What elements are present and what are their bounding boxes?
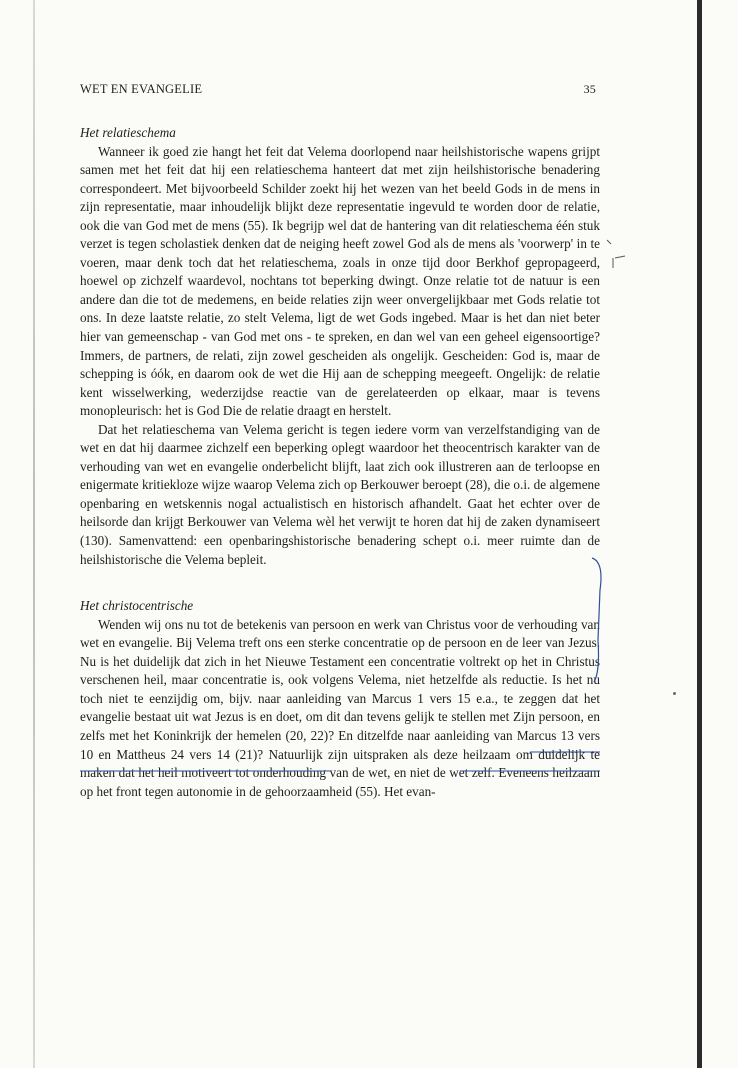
page-gutter-shadow [33, 0, 35, 1068]
section-relatieschema [80, 124, 600, 569]
margin-dot [673, 692, 676, 695]
running-header [80, 82, 600, 97]
page-number: 35 [583, 82, 596, 96]
scan-edge-border [697, 0, 702, 1068]
pen-underline [80, 738, 600, 778]
pen-margin-bracket [590, 550, 620, 690]
section-spacer [80, 569, 600, 597]
section-title: Het christocentrische [80, 598, 194, 614]
paragraph: Wanneer ik goed zie hangt het feit dat Velema doorlopend naar heilshistorische wapens grijpt samen met het feit dat hij een relatieschema hanteert dat met zijn heilshistorische benadering correspondeert. Met bijvoorbeeld Schilder zoekt hij het wezen van het beeld Gods in de mens in zijn representatie, maar inhoudelijk blijkt deze representatie ingevuld te worden door de relatie, ook die van God met de mens (55). Ik begrijp wel dat de hantering van dit relatieschema één stuk verzet is tegen scholastiek denken dat de neiging heeft zowel God als de mens als 'voorwerp' in te voeren, maar denk toch dat het relatieschema, zoals in onze tijd door Berkhof gepropageerd, hoewel op zichzelf waardevol, nochtans tot beperking dwingt. Onze relatie tot de natuur is een andere dan die tot de medemens, en beide relaties zijn weer onvergelijkbaar met Gods relatie tot ons. In deze laatste relatie, zo stelt Velema, ligt de wet Gods ingebed. Maar is het dan niet beter hier van gemeenschap - van God met ons - te spreken, en dan wel van een geheel eigensoortige? Immers, de partners, de relati, zijn zowel gescheiden als ongelijk. Gescheiden: God is, maar de schepping is óók, en daarom ook de wet die Hij aan de schepping meegeeft. Ongelijk: de relatie kent wisselwerking, wederzijdse reactie van de gerelateerden op elkaar, maar is tevens monopleurisch: het is God Die de relatie draagt en herstelt. [80, 143, 600, 419]
pencil-margin-mark [603, 236, 633, 276]
section-title: Het relatieschema [80, 125, 176, 140]
running-title: WET EN EVANGELIE [80, 82, 203, 96]
page-body [80, 124, 600, 801]
paragraph: Dat het relatieschema van Velema gericht is tegen iedere vorm van verzelfstandiging van de wet en dat hij daarmee zichzelf een beperking oplegt waardoor het theocentrisch karakter van de verhouding van wet en evangelie onderbelicht blijft, laat zich ook illustreren aan de terloopse en enigermate kritiekloze wijze waarop Velema zich op Berkouwer beroept (28), die o.i. de algemene openbaring en wetskennis nogal actualistisch en historisch afhandelt. Gaat het echter over de heilsorde dan krijgt Berkouwer van Velema wèl het verwijt te horen dat hij de zaken dynamiseert (130). Samenvattend: een openbaringshistorische benadering schept o.i. meer ruimte dan de heilshistorische die Velema bepleit. [80, 421, 600, 567]
paragraph: Wenden wij ons nu tot de betekenis van persoon en werk van Christus voor de verhouding van wet en evangelie. Bij Velema treft ons een sterke concentratie op de persoon en de leer van Jezus. Nu is het duidelijk dat zich in het Nieuwe Testament een concentratie voltrekt op het in Christus verschenen heil, maar concentratie is, ook volgens Velema, niet hetzelfde als reductie. Is het nu toch niet te eenzijdig om, bijv. naar aanleiding van Marcus 1 vers 15 e.a., te zeggen dat het evangelie bestaat uit wat Jezus is en doet, om dit dan tevens gelijk te stellen met Zijn persoon, en zelfs met het Koninkrijk der hemelen (20, 22)? En ditzelfde naar aanleiding van Marcus 13 vers 10 en Mattheus 24 vers 14 (21)? Natuurlijk zijn uitspraken als deze heilzaam om duidelijk te maken dat het heil motiveert tot onderhouding van de wet, en niet de wet zelf. Eveneens heilzaam op het front tegen autonomie in de gehoorzaamheid (55). Het evan- [80, 616, 600, 799]
